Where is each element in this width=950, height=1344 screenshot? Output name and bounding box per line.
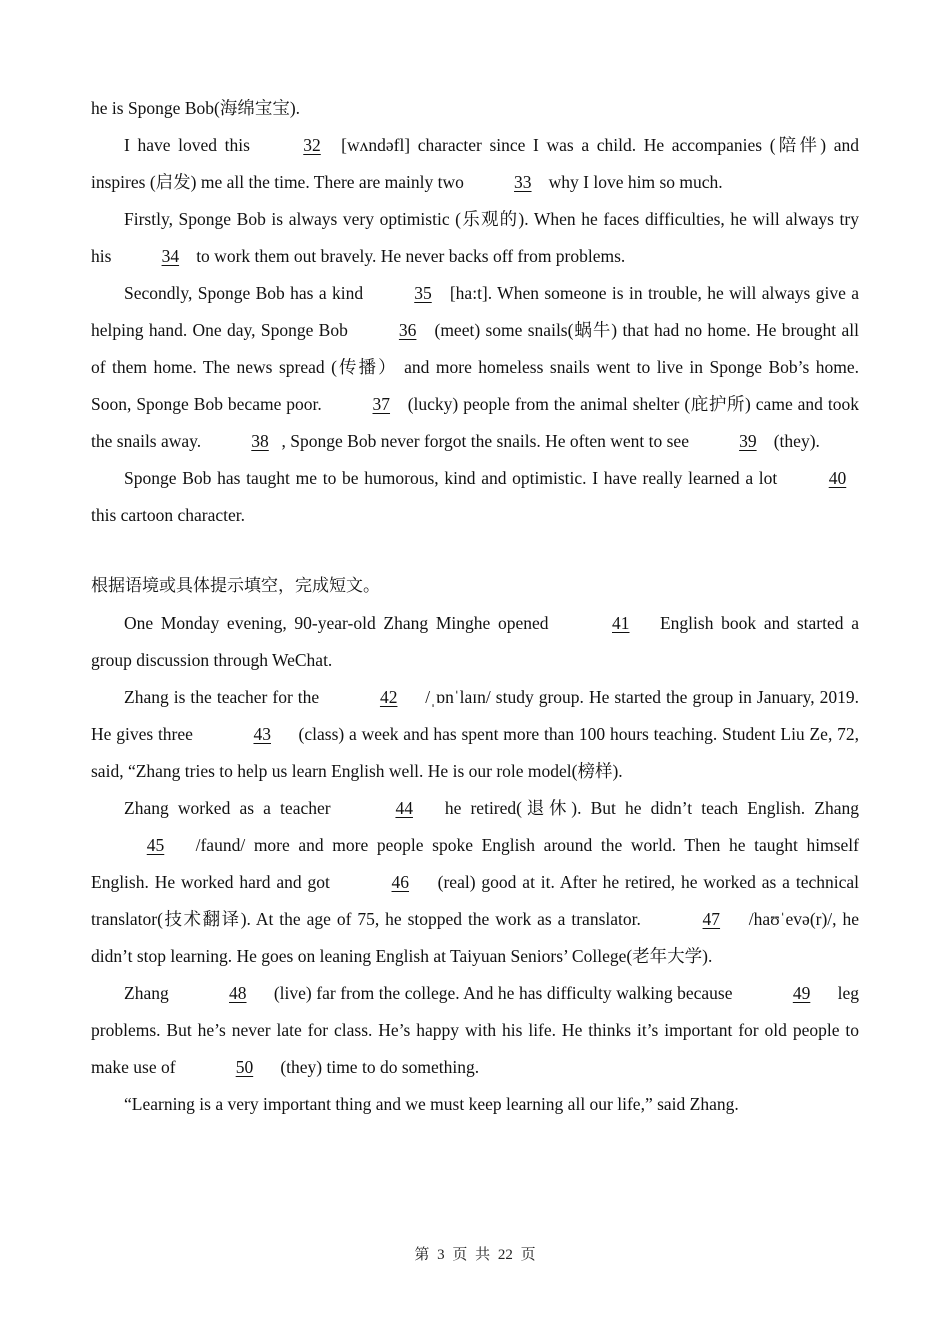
paragraph-text: /faund/ more and more people spoke English around the world. Then he taught himself English. He worked hard and got	[91, 835, 859, 892]
answer-blank-34[interactable]: 34	[161, 246, 180, 266]
paragraph-text: Firstly, Sponge Bob is always very optimistic (乐观的). When he faces difficulties, he will always try his	[91, 209, 859, 266]
answer-blank-49[interactable]: 49	[792, 983, 811, 1003]
document-page	[91, 90, 859, 1123]
paragraph-text: (class) a week and has spent more than 100 hours teaching. Student Liu Ze, 72, said, “Zhang tries to help us learn English well. He is our role model(榜样).	[91, 724, 859, 781]
paragraph-text: (lucky) people from the animal shelter (庇护所) came and took the snails away.	[91, 394, 860, 451]
paragraph-text: [wʌndəfl] character since I was a child. He accompanies (陪伴) and inspires (启发) me all the time. There are mainly two	[91, 135, 860, 192]
passage1-line0: he is Sponge Bob(海绵宝宝).	[91, 98, 301, 118]
paragraph-text: English book and started a group discussion through WeChat.	[91, 613, 859, 670]
answer-blank-39[interactable]: 39	[739, 431, 757, 451]
paragraph-text: , Sponge Bob never forgot the snails. He often went to see	[281, 431, 694, 451]
answer-blank-48[interactable]: 48	[229, 983, 247, 1003]
paragraph-text: /ˌɒnˈlaɪn/ study group. He started the group in January, 2019. He gives three	[91, 687, 859, 744]
paragraph-text: why I love him so much.	[544, 172, 723, 192]
section2-paragraph5: “Learning is a very important thing and we must keep learning all our life,” said Zhang.	[124, 1094, 739, 1114]
answer-blank-33[interactable]: 33	[514, 172, 532, 192]
paragraph-text: [ha:t]. When someone is in trouble, he will always give a helping hand. One day, Sponge Bob	[91, 283, 859, 340]
passage1-paragraph2	[91, 201, 859, 275]
answer-blank-38[interactable]: 38	[251, 431, 269, 451]
paragraph-text: I have loved this	[124, 135, 258, 155]
answer-blank-42[interactable]: 42	[379, 687, 398, 707]
answer-blank-50[interactable]: 50	[235, 1057, 254, 1077]
answer-blank-40[interactable]: 40	[828, 468, 847, 488]
answer-blank-44[interactable]: 44	[395, 798, 413, 818]
passage1-paragraph1	[91, 127, 859, 201]
paragraph-text: (live) far from the college. And he has difficulty walking because	[269, 983, 738, 1003]
passage1-paragraph3	[91, 275, 859, 460]
paragraph-text: (they).	[769, 431, 820, 451]
section2-paragraph1	[91, 605, 859, 679]
answer-blank-32[interactable]: 32	[303, 135, 321, 155]
paragraph-text: Zhang worked as a teacher	[124, 798, 340, 818]
paragraph-text: this cartoon character.	[91, 505, 246, 525]
paragraph-text: leg problems. But he’s never late for class. He’s happy with his life. He thinks it’s important for old people to make use of	[91, 983, 859, 1077]
answer-blank-46[interactable]: 46	[391, 872, 410, 892]
paragraph-text: (real) good at it. After he retired, he worked as a technical translator(技术翻译). At the age of 75, he stopped the work as a translator.	[91, 872, 859, 929]
section2-paragraph2	[91, 679, 859, 790]
paragraph-text: One Monday evening, 90-year-old Zhang Minghe opened	[124, 613, 557, 633]
paragraph-text: Zhang	[124, 983, 174, 1003]
answer-blank-41[interactable]: 41	[612, 613, 630, 633]
section2-paragraph4	[91, 975, 859, 1086]
answer-blank-35[interactable]: 35	[414, 283, 432, 303]
paragraph-text: (they) time to do something.	[275, 1057, 480, 1077]
paragraph-text: to work them out bravely. He never backs off from problems.	[191, 246, 626, 266]
paragraph-text: he retired(退休). But he didn’t teach English. Zhang	[435, 798, 859, 818]
answer-blank-47[interactable]: 47	[702, 909, 721, 929]
paragraph-text: (meet) some snails(蜗牛) that had no home. He brought all of them home. The news spread (传播） and more homeless snails went to live in Sponge Bob’s home. Soon, Sponge Bob became poor.	[91, 320, 859, 414]
answer-blank-43[interactable]: 43	[253, 724, 271, 744]
paragraph-text: Zhang is the teacher for the	[124, 687, 325, 707]
page-footer: 第 3 页 共 22 页	[414, 1247, 536, 1263]
answer-blank-45[interactable]: 45	[146, 835, 165, 855]
section2-instruction: 根据语境或具体提示填空，完成短文。	[91, 576, 380, 596]
section2-paragraph3	[91, 790, 859, 975]
answer-blank-36[interactable]: 36	[398, 320, 417, 340]
answer-blank-37[interactable]: 37	[372, 394, 391, 414]
paragraph-text: /haʊˈevə(r)/, he didn’t stop learning. He goes on leaning English at Taiyuan Seniors’ College(老年大学).	[91, 909, 859, 966]
paragraph-text: Sponge Bob has taught me to be humorous, kind and optimistic. I have really learned a lot	[124, 468, 783, 488]
passage1-paragraph4	[91, 460, 859, 534]
paragraph-text: Secondly, Sponge Bob has a kind	[124, 283, 369, 303]
